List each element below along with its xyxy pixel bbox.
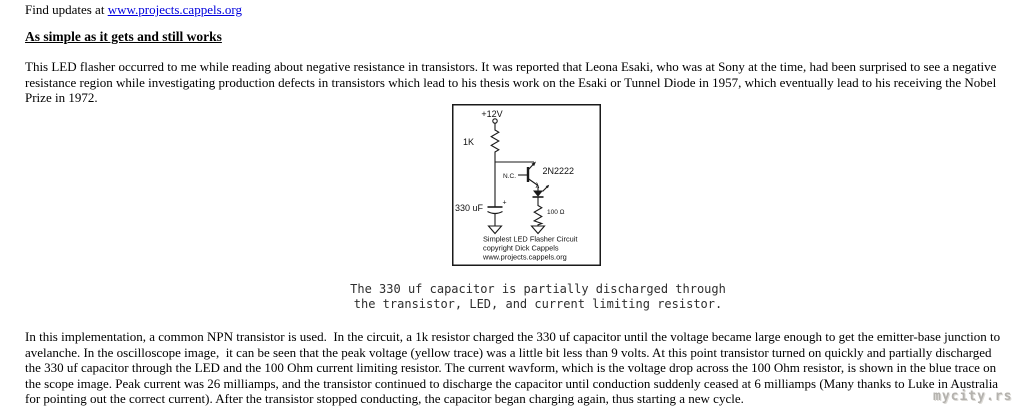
figure-title-line2: copyright Dick Cappels [483,243,559,253]
resistor-1k-label: 1K [463,137,475,147]
transistor-label: 2N2222 [542,166,575,176]
lambda-symbol: λ [535,181,540,190]
figure-title-line3: www.projects.cappels.org [483,252,567,262]
update-line [25,2,242,18]
figure-title-line1: Simplest LED Flasher Circuit [483,234,578,244]
capacitor-label: 330 uF [455,203,484,213]
capacitor-plus-sign: + [502,199,507,207]
resistor-100-label: 100 Ω [547,209,565,216]
watermark: mycity.rs [933,389,1013,404]
page-heading: As simple as it gets and still works [25,29,222,44]
implementation-paragraph: In this implementation, a common NPN transistor is used. In the circuit, a 1k resistor charged the 330 uf capacitor until the voltage became large enough to get the emitter-base junction to avelanche. In the oscilloscope image, it can be seen that the peak voltage (yellow trace) was a little bit less than 9 volts. At this point transistor turned on quickly and partially discharged the 330 uf capacitor through the LED and the 100 Ohm current limiting resistor. The current wavform, which is the voltage drop across the 100 Ohm resistor, is shown in the blue trace on the scope image. Peak current was 26 milliamps, and the transistor continued to discharge the capacitor until conduction suddenly ceased at 6 milliamps (Many thanks to Luke in Australia for pointing out the correct current). After the transistor stopped conducting, the capacitor began charging again, thus starting a new cycle. [25,329,1004,406]
update-link[interactable]: www.projects.cappels.org [107,2,242,17]
intro-paragraph: This LED flasher occurred to me while reading about negative resistance in transistors. It was reported that Leona Esaki, who was at Sony at the time, had been surprised to see a negative resistance region while investigating production defects in transistors which lead to his thesis work on the Esaki or Tunnel Diode in 1957, which eventually lead to his receiving the Nobel Prize in 1972. [25,59,1000,105]
base-nc-label: N.C. [503,173,516,180]
figure-caption [0,282,1024,312]
supply-terminal-icon [493,119,497,123]
update-line-prefix: Find updates at [25,2,108,17]
figure-caption-line1: The 330 uf capacitor is partially discharged through [350,282,726,296]
figure-caption-line2: the transistor, LED, and current limiting resistor. [353,297,723,311]
circuit-diagram-figure [452,104,601,266]
supply-label: +12V [481,109,503,119]
